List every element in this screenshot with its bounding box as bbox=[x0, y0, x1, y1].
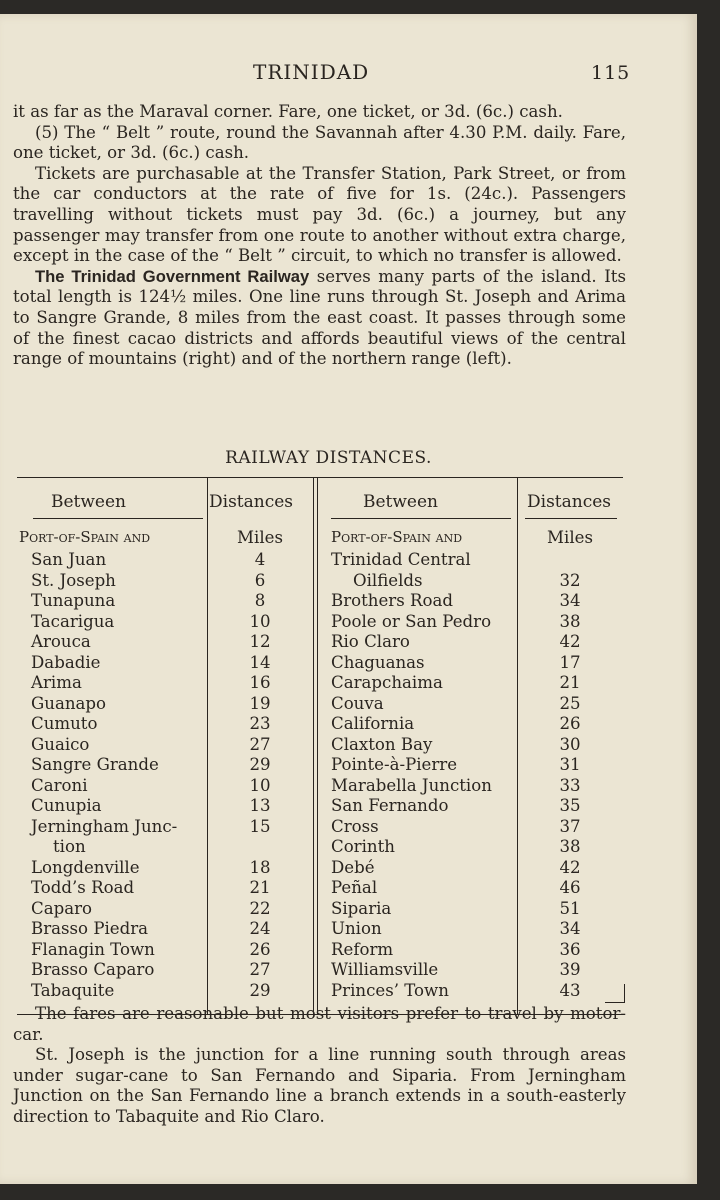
station-name: Peñal bbox=[331, 878, 378, 897]
station-name: San Fernando bbox=[331, 796, 449, 815]
header-rule bbox=[525, 518, 617, 519]
header-rule bbox=[331, 518, 511, 519]
station-name: Tabaquite bbox=[31, 980, 115, 1000]
station-name: Tunapuna bbox=[31, 591, 116, 610]
station-name: Guanapo bbox=[31, 693, 107, 713]
paragraph: The fares are reasonable but most visitors prefer to travel by motor-car. bbox=[13, 1004, 626, 1044]
station-miles: 13 bbox=[249, 796, 271, 815]
station-miles: 12 bbox=[249, 632, 271, 651]
table-row bbox=[17, 694, 623, 715]
station-miles: 21 bbox=[559, 673, 581, 692]
station-name: Brothers Road bbox=[331, 591, 454, 610]
railway-name: The Trinidad Government Railway bbox=[35, 266, 310, 286]
station-miles: 37 bbox=[559, 816, 581, 836]
table-row bbox=[17, 878, 623, 899]
station-name: Marabella Junction bbox=[331, 775, 492, 795]
station-miles: 31 bbox=[559, 755, 581, 774]
station-name: Princes’ Town bbox=[331, 980, 449, 1000]
header-distances-left: Distances bbox=[209, 492, 294, 512]
station-name: Rio Claro bbox=[331, 632, 410, 651]
station-name: Longdenville bbox=[31, 857, 140, 877]
table-row-continuation bbox=[17, 571, 623, 592]
paragraph-rest: serves many parts of the island. Its total length is 124½ miles. One line runs through St. Joseph and Arima to Sangre Grande, 8 miles from the east coast. It passes through some of the finest cacao districts and affords beautiful views of the central range of mountains (right) and of the northern range (left). bbox=[13, 266, 626, 369]
station-miles: 6 bbox=[254, 570, 266, 590]
station-name: Couva bbox=[331, 693, 384, 713]
paragraph: Tickets are purchasable at the Transfer Station, Park Street, or from the car conductors at the rate of five for 1s. (24c.). Passengers travelling without tickets must pay 3d. (6c.) a journey, but any passenger may transfer from one route to another without extra charge, except in the case of the “ Belt ” circuit, to which no transfer is allowed. bbox=[13, 163, 626, 266]
from-label-left: Port-of-Spain and bbox=[19, 528, 151, 546]
station-miles: 27 bbox=[249, 960, 271, 979]
station-miles: 26 bbox=[249, 939, 271, 959]
station-miles: 43 bbox=[559, 980, 581, 1000]
table-row bbox=[17, 796, 623, 817]
station-miles: 25 bbox=[559, 693, 581, 713]
station-name: Brasso Caparo bbox=[31, 960, 155, 979]
station-miles: 29 bbox=[249, 980, 271, 1000]
table-row bbox=[17, 837, 623, 858]
station-name: Tacarigua bbox=[31, 611, 115, 631]
station-miles: 16 bbox=[249, 673, 271, 692]
station-miles: 21 bbox=[249, 878, 271, 897]
station-name: Debé bbox=[331, 857, 375, 877]
body-text-top bbox=[13, 102, 626, 370]
station-name: California bbox=[331, 714, 415, 733]
station-miles: 30 bbox=[559, 734, 581, 754]
station-name: Cross bbox=[331, 816, 379, 836]
station-miles: 15 bbox=[249, 816, 271, 836]
paragraph bbox=[13, 267, 626, 370]
station-name: Carapchaima bbox=[331, 673, 443, 692]
running-header bbox=[0, 60, 697, 90]
station-miles: 35 bbox=[559, 796, 581, 815]
station-name: Williamsville bbox=[331, 960, 439, 979]
station-miles: 39 bbox=[559, 960, 581, 979]
station-name: Sangre Grande bbox=[31, 755, 159, 774]
table-row bbox=[17, 960, 623, 981]
station-name: Siparia bbox=[331, 898, 392, 918]
header-distances-right: Distances bbox=[527, 492, 612, 512]
station-name: Trinidad Central bbox=[331, 550, 471, 569]
table-row bbox=[17, 632, 623, 653]
station-name: Corinth bbox=[331, 837, 395, 856]
header-between-left: Between bbox=[51, 492, 127, 512]
station-name: Flanagin Town bbox=[31, 939, 155, 959]
body-text-bottom bbox=[13, 1004, 626, 1128]
railway-distances-table bbox=[17, 477, 623, 1015]
unit-right: Miles bbox=[547, 528, 593, 547]
station-miles: 19 bbox=[249, 693, 271, 713]
table-row bbox=[17, 755, 623, 776]
station-miles: 46 bbox=[559, 878, 581, 897]
station-miles: 26 bbox=[559, 714, 581, 733]
table-row bbox=[17, 776, 623, 797]
station-name: Poole or San Pedro bbox=[331, 611, 492, 631]
station-miles: 18 bbox=[249, 857, 271, 877]
station-name: Caroni bbox=[31, 775, 88, 795]
header-rule bbox=[33, 518, 203, 519]
running-title: TRINIDAD bbox=[253, 60, 370, 84]
station-miles: 24 bbox=[249, 919, 271, 938]
table-corner-rule bbox=[605, 1002, 625, 1003]
station-name: Arima bbox=[31, 673, 82, 692]
station-miles: 27 bbox=[249, 734, 271, 754]
station-name: Cunupia bbox=[31, 796, 102, 815]
station-miles: 10 bbox=[249, 775, 271, 795]
table-row bbox=[17, 817, 623, 838]
station-name: Reform bbox=[331, 939, 394, 959]
station-miles: 8 bbox=[254, 591, 266, 610]
table-row bbox=[17, 899, 623, 920]
unit-left: Miles bbox=[237, 528, 283, 547]
station-name: Brasso Piedra bbox=[31, 919, 149, 938]
station-name: Claxton Bay bbox=[331, 734, 433, 754]
station-miles: 38 bbox=[559, 837, 581, 856]
station-name: Pointe-à-Pierre bbox=[331, 755, 458, 774]
station-miles: 33 bbox=[559, 775, 581, 795]
station-miles: 38 bbox=[559, 611, 581, 631]
station-name: Guaico bbox=[31, 734, 90, 754]
paragraph: it as far as the Maraval corner. Fare, one ticket, or 3d. (6c.) cash. bbox=[13, 102, 563, 121]
station-name: Chaguanas bbox=[331, 652, 425, 672]
station-miles: 17 bbox=[559, 652, 581, 672]
table-row bbox=[17, 673, 623, 694]
station-miles: 10 bbox=[249, 611, 271, 631]
table-row bbox=[17, 940, 623, 961]
table-caption: RAILWAY DISTANCES. bbox=[225, 448, 432, 468]
station-miles: 34 bbox=[559, 591, 581, 610]
station-miles: 34 bbox=[559, 919, 581, 938]
station-miles: 42 bbox=[559, 632, 581, 651]
station-name: Jerningham Junc- bbox=[31, 816, 178, 836]
table-row bbox=[17, 612, 623, 633]
from-label-right: Port-of-Spain and bbox=[331, 528, 463, 546]
station-name: Union bbox=[331, 919, 382, 938]
station-name: Dabadie bbox=[31, 652, 101, 672]
station-miles: 42 bbox=[559, 857, 581, 877]
table-subheader-row bbox=[17, 528, 623, 549]
table-row bbox=[17, 981, 623, 1002]
table-row bbox=[17, 714, 623, 735]
station-miles: 14 bbox=[249, 652, 271, 672]
table-row bbox=[17, 919, 623, 940]
station-miles: 23 bbox=[249, 714, 271, 733]
table-corner-rule bbox=[624, 984, 625, 1003]
station-miles: 22 bbox=[249, 898, 271, 918]
table-row bbox=[17, 591, 623, 612]
station-name-continued: Oilfields bbox=[353, 570, 423, 590]
table-row bbox=[17, 858, 623, 879]
station-name: Caparo bbox=[31, 898, 93, 918]
header-between-right: Between bbox=[363, 492, 439, 512]
paragraph: St. Joseph is the junction for a line running south through areas under sugar-cane to San Fernando and Siparia. From Jerningham Junction on the San Fernando line a branch extends in a south-easterly direction to Tabaquite and Rio Claro. bbox=[13, 1045, 626, 1126]
page-number: 115 bbox=[591, 62, 631, 84]
station-miles: 4 bbox=[254, 550, 266, 569]
table-row bbox=[17, 735, 623, 756]
station-name-continued: tion bbox=[53, 837, 86, 856]
station-name: St. Joseph bbox=[31, 570, 116, 590]
station-name: Arouca bbox=[31, 632, 91, 651]
station-miles: 32 bbox=[559, 570, 581, 590]
station-miles: 51 bbox=[559, 898, 581, 918]
station-miles: 29 bbox=[249, 755, 271, 774]
station-name: Cumuto bbox=[31, 714, 98, 733]
station-name: San Juan bbox=[31, 550, 107, 569]
paragraph: (5) The “ Belt ” route, round the Savannah after 4.30 P.M. daily. Fare, one ticket, or 3d. (6c.) cash. bbox=[13, 122, 626, 163]
station-name: Todd’s Road bbox=[31, 878, 135, 897]
table-row bbox=[17, 653, 623, 674]
book-page bbox=[0, 14, 697, 1184]
station-miles: 36 bbox=[559, 939, 581, 959]
